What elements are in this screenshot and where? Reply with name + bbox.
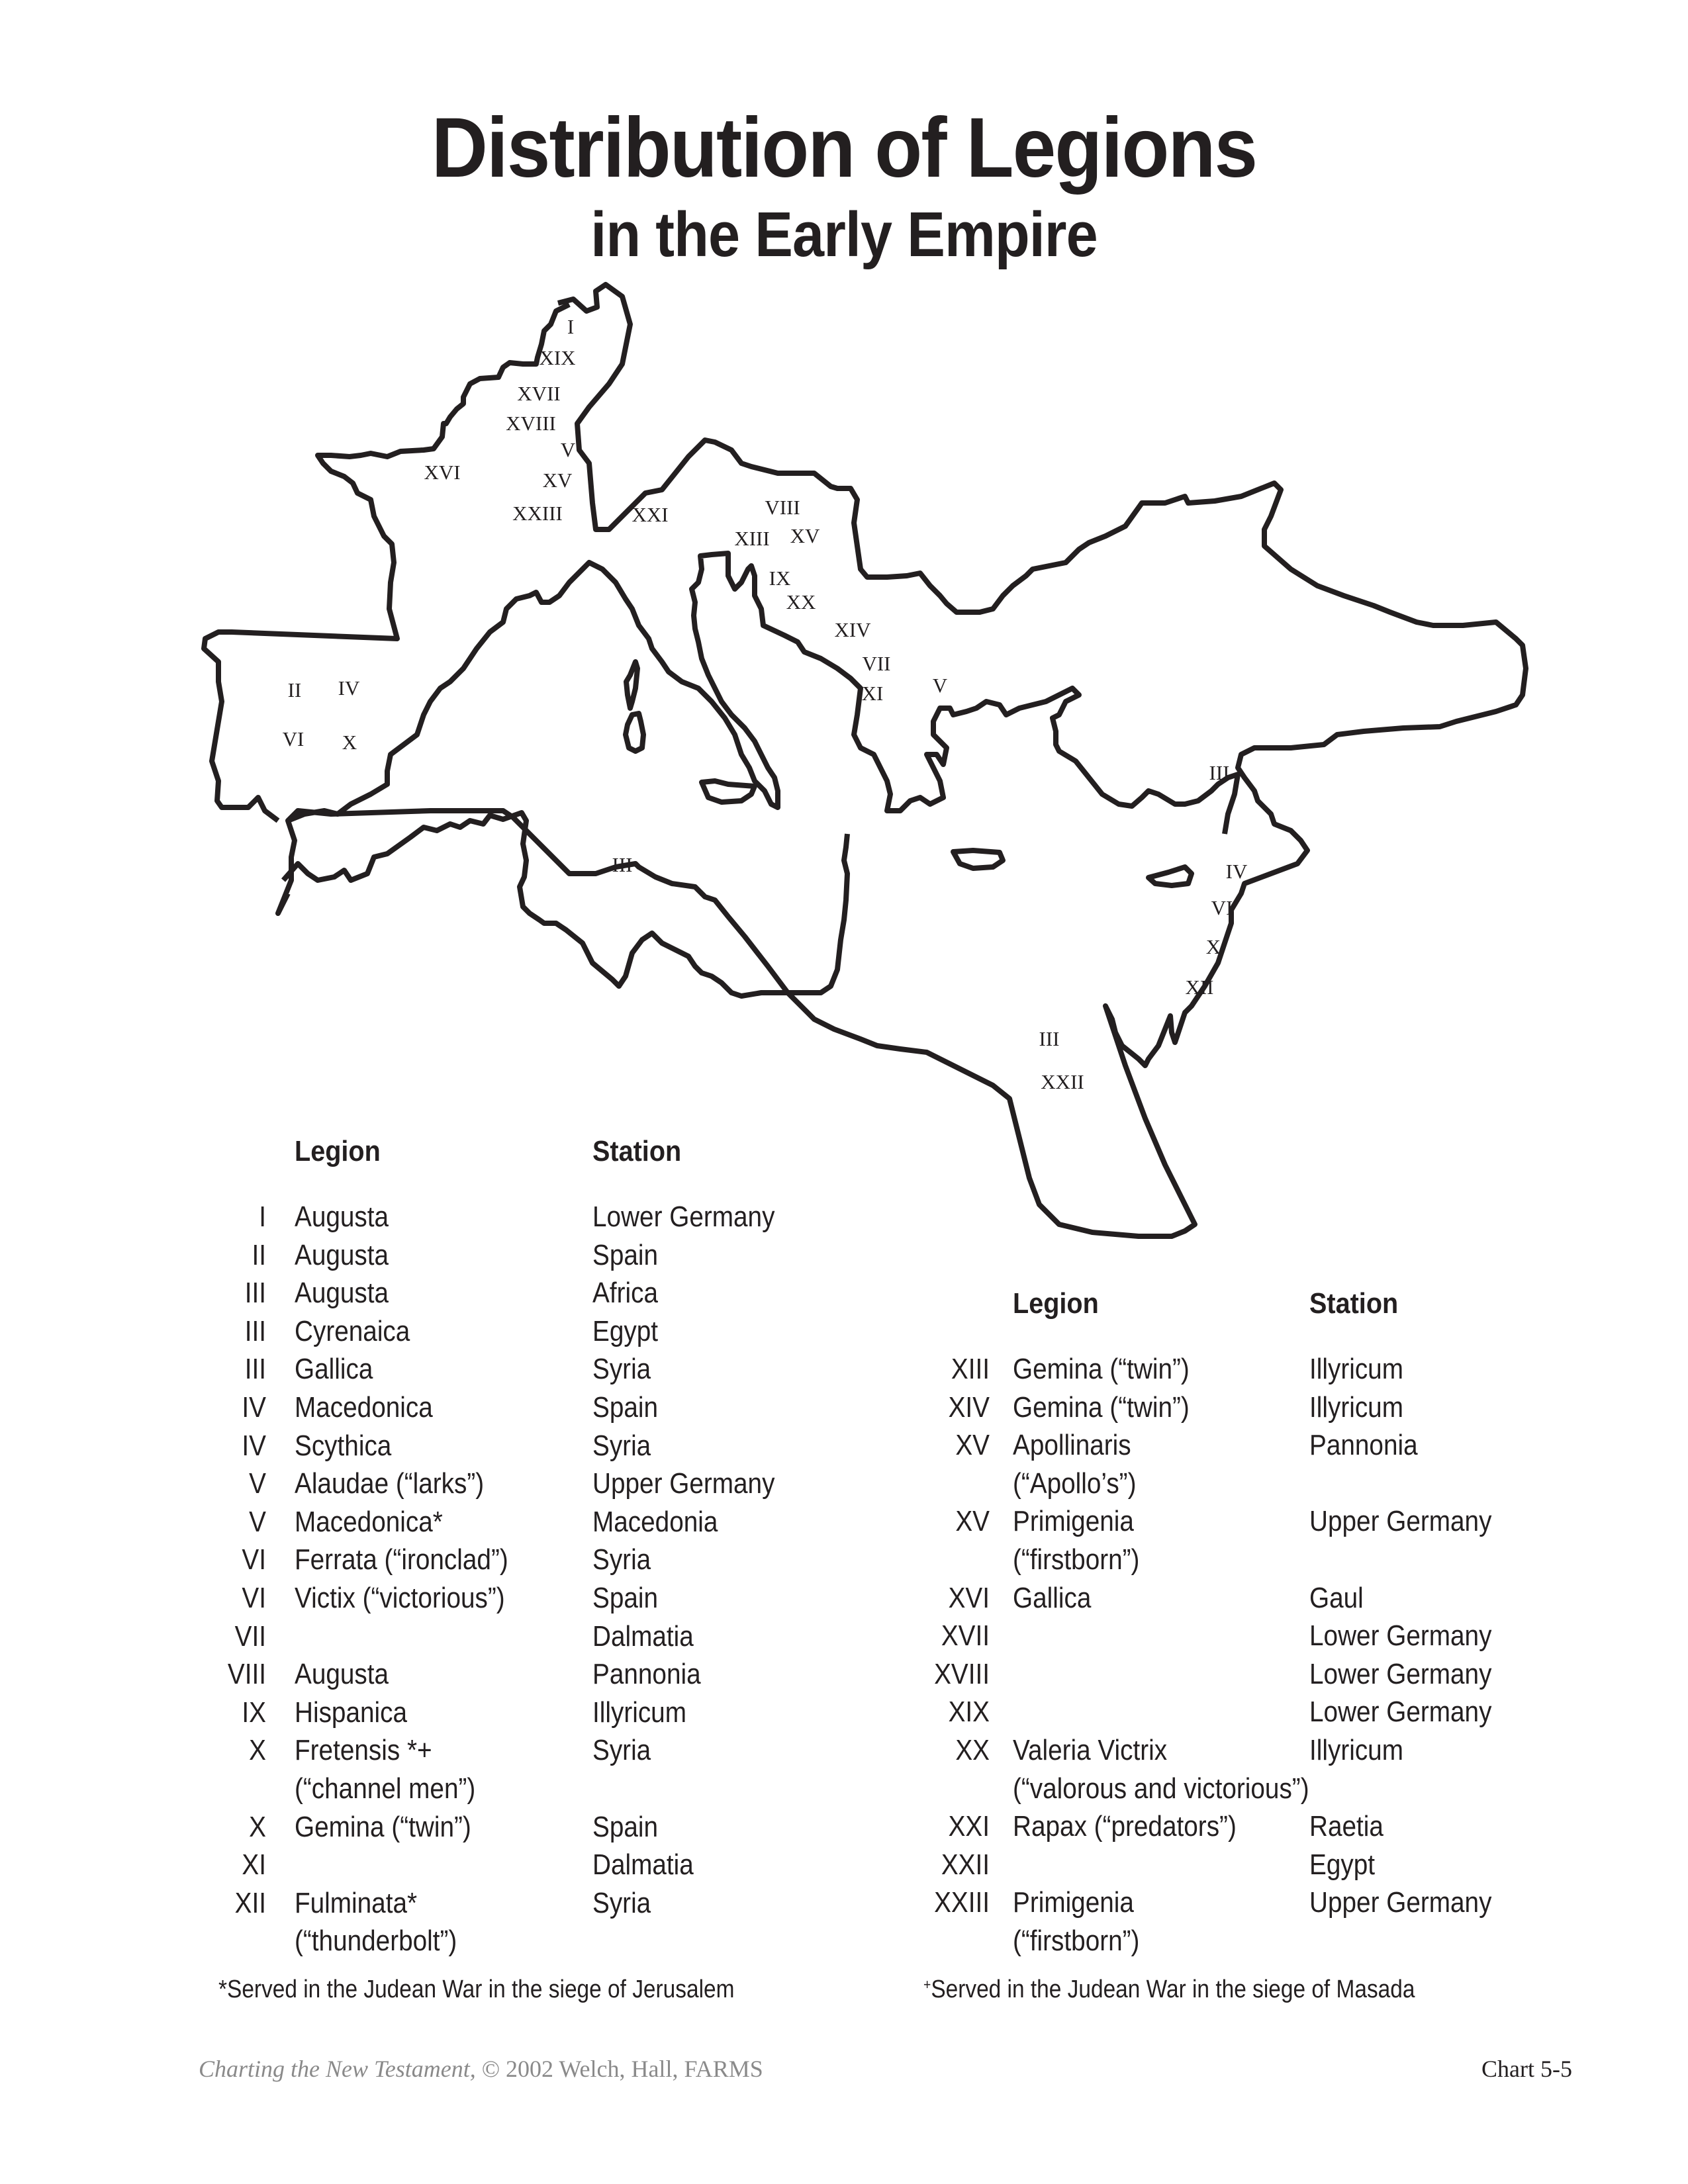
legion-number: XX [955, 1734, 990, 1766]
legion-number: XI [242, 1848, 266, 1882]
legion-station: Syria [592, 1886, 651, 1919]
legion-name: Cyrenaica [295, 1314, 410, 1347]
map-label-legion: V [932, 674, 948, 697]
map-island-crete [953, 850, 1003, 868]
map-island-corsica [626, 662, 637, 708]
left-footnote: *Served in the Judean War in the siege of Jerusalem [218, 1976, 735, 2003]
map-label-legion: X [342, 731, 357, 754]
table-row [0, 1388, 1688, 1427]
right-footnote [923, 1976, 1415, 2004]
map-label-legion: XIV [834, 618, 871, 641]
table-row [0, 1465, 1688, 1503]
book-title: Charting the New Testament, [199, 2056, 476, 2082]
legion-number: XVI [948, 1581, 990, 1614]
legion-number: III [244, 1353, 266, 1386]
legion-name: Ferrata (“ironclad”) [295, 1543, 508, 1576]
legion-number: XV [955, 1505, 990, 1538]
legion-name: Valeria Victrix [1013, 1734, 1168, 1766]
map-label-legion: IV [1225, 860, 1248, 883]
legion-name: Augusta [295, 1277, 389, 1310]
map-label-legion: XVII [517, 382, 561, 405]
legion-name: Fretensis *+ [295, 1734, 432, 1767]
legion-name: Alaudae (“larks”) [295, 1467, 485, 1500]
table-row [0, 1426, 1688, 1465]
legion-station: Raetia [1309, 1810, 1383, 1843]
legion-station: Lower Germany [1309, 1619, 1492, 1653]
legion-station: Dalmatia [592, 1848, 694, 1882]
legion-station: Pannonia [592, 1658, 701, 1691]
legion-station: Illyricum [1309, 1390, 1403, 1424]
map-island-cyprus [1149, 867, 1192, 886]
legion-number: IV [242, 1391, 266, 1424]
map-label-legion: VII [862, 652, 891, 675]
map-label-legion: XXII [1041, 1070, 1084, 1093]
legion-name: Hispanica [295, 1696, 408, 1729]
legion-name: (“channel men”) [295, 1772, 476, 1805]
source-citation [199, 2055, 763, 2083]
legion-station: Upper Germany [1309, 1886, 1492, 1919]
legion-station: Egypt [1309, 1848, 1376, 1881]
legion-station: Africa [592, 1277, 658, 1310]
legion-name: Rapax (“predators”) [1013, 1810, 1237, 1843]
map-label-legion: III [612, 853, 633, 876]
plus-footnote-mark: + [923, 1976, 931, 1993]
map-label-legion: IX [769, 567, 791, 590]
legion-station: Spain [592, 1391, 659, 1424]
map-label-legion: III [1039, 1027, 1060, 1050]
right-header-legion: Legion [1013, 1287, 1099, 1320]
legion-name: Primigenia [1013, 1505, 1134, 1538]
legion-number: XXI [948, 1810, 990, 1843]
copyright-text: © 2002 Welch, Hall, FARMS [475, 2056, 763, 2082]
legion-name: Macedonica* [295, 1505, 443, 1538]
legion-station: Upper Germany [1309, 1505, 1492, 1538]
legion-number: III [244, 1277, 266, 1310]
table-row [0, 1312, 1688, 1351]
table-row [0, 1731, 1688, 1770]
legion-name: (“firstborn”) [1013, 1543, 1140, 1576]
legion-number: XIV [948, 1390, 990, 1424]
page-title: Distribution of Legions [431, 101, 1257, 195]
legion-number: III [244, 1314, 266, 1347]
legion-name: Gemina (“twin”) [295, 1810, 471, 1843]
map-label-legion: XIII [734, 527, 770, 550]
table-row [0, 1693, 1688, 1731]
map-label-legion: XVIII [506, 412, 556, 435]
legion-name: Victix (“victorious”) [295, 1582, 505, 1614]
table-row [0, 1922, 1688, 1960]
legion-name: Gallica [295, 1353, 373, 1386]
map-label-legion: V [560, 438, 576, 461]
legion-name: (“valorous and victorious”) [1013, 1772, 1309, 1805]
legion-name: Augusta [295, 1238, 389, 1271]
legion-station: Lower Germany [1309, 1696, 1492, 1729]
legion-station: Gaul [1309, 1581, 1364, 1614]
map-outline-mediterranean-north [288, 553, 1238, 834]
map-outline-europe [278, 285, 1526, 1236]
map-label-legion: IV [338, 676, 360, 700]
legion-number: IX [242, 1696, 266, 1729]
legion-number: V [249, 1467, 266, 1500]
map-label-legion: XII [1185, 976, 1214, 999]
map-label-legion: X [1205, 935, 1221, 958]
table-row [0, 1655, 1688, 1694]
map-label-legion: XXI [632, 503, 669, 526]
legion-station: Spain [592, 1238, 659, 1271]
map-island-sicily [702, 781, 755, 802]
map-label-legion: XV [542, 469, 573, 492]
legion-number: X [249, 1810, 266, 1843]
legion-number: VII [234, 1619, 266, 1653]
table-row [0, 1274, 1688, 1312]
legion-name: Augusta [295, 1201, 389, 1233]
legion-station: Syria [592, 1429, 651, 1462]
map-label-legion: XX [786, 590, 816, 614]
legion-name: Apollinaris [1013, 1429, 1131, 1462]
legion-station: Syria [592, 1353, 651, 1386]
map-label-legion: III [1209, 761, 1230, 784]
left-header-station: Station [592, 1135, 682, 1167]
legion-station: Spain [592, 1810, 659, 1843]
table-row [0, 1617, 1688, 1655]
legion-station: Lower Germany [1309, 1657, 1492, 1690]
chart-number: Chart 5-5 [1481, 2056, 1572, 2082]
legion-number: XXII [941, 1848, 990, 1881]
legion-station: Egypt [592, 1314, 659, 1347]
legion-station: Syria [592, 1734, 651, 1767]
map-label-legion: VIII [765, 496, 800, 519]
legion-name: Scythica [295, 1429, 392, 1462]
legion-number: X [249, 1734, 266, 1767]
right-header-station: Station [1309, 1287, 1399, 1320]
legion-number: XVII [941, 1619, 990, 1653]
legion-name: (“Apollo’s”) [1013, 1467, 1137, 1500]
legion-station: Illyricum [1309, 1734, 1403, 1766]
legion-number: XVIII [934, 1657, 990, 1690]
table-row [0, 1541, 1688, 1579]
legion-number: XV [955, 1429, 990, 1462]
legion-station: Dalmatia [592, 1619, 694, 1653]
table-row [0, 1198, 1688, 1236]
legion-name: (“firstborn”) [1013, 1925, 1140, 1957]
legion-number: VI [242, 1543, 266, 1576]
legion-number: V [249, 1505, 266, 1538]
table-row [0, 1807, 1688, 1846]
legion-name: Gallica [1013, 1581, 1092, 1614]
table-row [0, 1236, 1688, 1275]
map-outline-west [204, 304, 569, 821]
legion-name: Macedonica [295, 1391, 433, 1424]
table-row [0, 1350, 1688, 1388]
legion-number: II [252, 1238, 266, 1271]
map-label-legion: II [287, 678, 302, 702]
legion-number: I [259, 1201, 266, 1233]
legion-station: Macedonia [592, 1505, 718, 1538]
legion-number: VI [242, 1582, 266, 1614]
legion-station: Illyricum [1309, 1353, 1403, 1385]
table-row [0, 1884, 1688, 1922]
legion-name: Gemina (“twin”) [1013, 1353, 1190, 1385]
legion-station: Lower Germany [592, 1201, 775, 1233]
legion-name: Augusta [295, 1658, 389, 1691]
map-label-legion: VI [1211, 896, 1233, 919]
legion-number: XXIII [934, 1886, 990, 1919]
legion-name: Fulminata* [295, 1886, 418, 1919]
legion-name: Primigenia [1013, 1886, 1134, 1919]
map-label-legion: XVI [424, 461, 461, 484]
legion-name: Gemina (“twin”) [1013, 1390, 1190, 1424]
page-subtitle: in the Early Empire [590, 199, 1098, 270]
table-row [0, 1579, 1688, 1617]
map-outline-africa [283, 813, 847, 996]
table-row [0, 1846, 1688, 1884]
legion-number: VIII [227, 1658, 266, 1691]
map-label-legion: VI [282, 727, 305, 751]
left-header-legion: Legion [295, 1135, 381, 1167]
legion-number: XII [234, 1886, 266, 1919]
legion-name: (“thunderbolt”) [295, 1925, 457, 1958]
right-footnote-text: Served in the Judean War in the siege of Masada [931, 1976, 1415, 2003]
table-row [0, 1770, 1688, 1808]
map-label-legion: XIX [539, 346, 576, 369]
map-label-legion: XXIII [512, 502, 563, 525]
map-label-legion: XV [790, 524, 820, 547]
map-label-legion: I [567, 315, 575, 338]
legion-station: Illyricum [592, 1696, 686, 1729]
legion-number: IV [242, 1429, 266, 1462]
map-label-legion: XI [861, 682, 884, 705]
legion-station: Pannonia [1309, 1429, 1418, 1462]
map-island-sardinia [626, 713, 643, 751]
legion-station: Upper Germany [592, 1467, 775, 1500]
legion-number: XIX [948, 1696, 990, 1729]
legion-station: Spain [592, 1582, 659, 1614]
table-row [0, 1502, 1688, 1541]
legion-station: Syria [592, 1543, 651, 1576]
legion-number: XIII [951, 1353, 990, 1385]
